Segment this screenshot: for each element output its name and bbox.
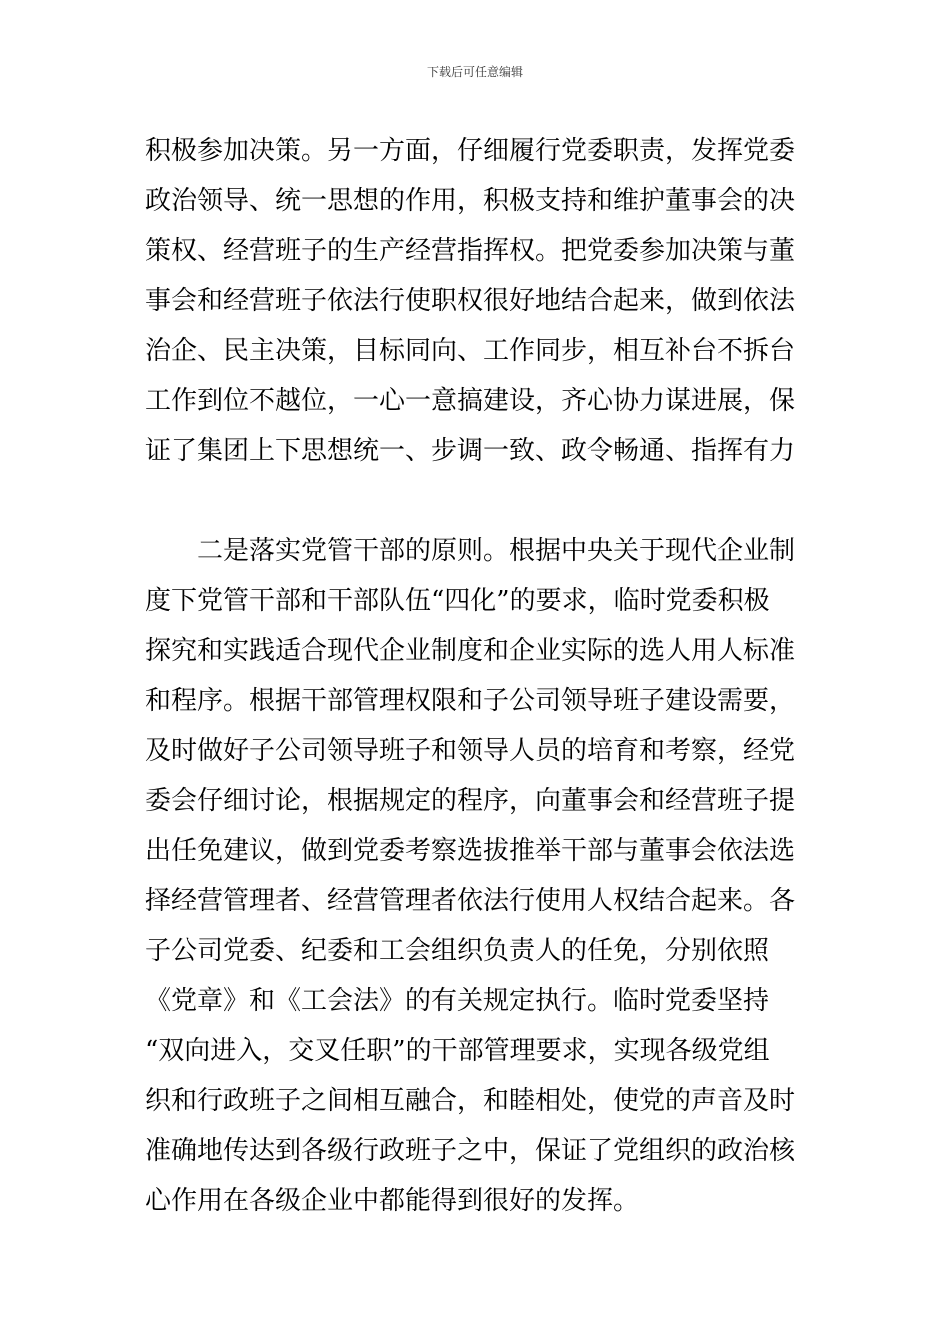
text-line: 子公司党委、纪委和工会组织负责人的任免，分别依照 <box>145 936 770 966</box>
text-line: 度下党管干部和干部队伍“四化”的要求，临时党委积极 <box>145 586 770 616</box>
text-line: 探究和实践适合现代企业制度和企业实际的选人用人标准 <box>145 636 796 666</box>
text-line: 准确地传达到各级行政班子之中，保证了党组织的政治核 <box>145 1136 796 1166</box>
paragraph-2 <box>145 526 815 1226</box>
text-line: 和程序。根据干部管理权限和子公司领导班子建设需要， <box>145 686 796 716</box>
text-line: 治企、民主决策，目标同向、工作同步，相互补台不拆台 <box>145 336 796 366</box>
text-line: 织和行政班子之间相互融合，和睦相处，使党的声音及时 <box>145 1086 796 1116</box>
text-line: 证了集团上下思想统一、步调一致、政令畅通、指挥有力 <box>145 436 796 466</box>
text-line: “双向进入，交叉任职”的干部管理要求，实现各级党组 <box>145 1036 770 1066</box>
text-line: 工作到位不越位，一心一意搞建设，齐心协力谋进展，保 <box>145 386 796 416</box>
text-line: 择经营管理者、经营管理者依法行使用人权结合起来。各 <box>145 886 796 916</box>
text-line: 策权、经营班子的生产经营指挥权。把党委参加决策与董 <box>145 236 796 266</box>
text-line: 政治领导、统一思想的作用，积极支持和维护董事会的决 <box>145 186 796 216</box>
text-line: 及时做好子公司领导班子和领导人员的培育和考察，经党 <box>145 736 796 766</box>
text-line: 委会仔细讨论，根据规定的程序，向董事会和经营班子提 <box>145 786 796 816</box>
paragraph-1 <box>145 126 815 476</box>
text-line: 《党章》和《工会法》的有关规定执行。临时党委坚持 <box>145 986 770 1016</box>
text-line: 二是落实党管干部的原则。根据中央关于现代企业制 <box>145 536 796 566</box>
text-line: 积极参加决策。另一方面，仔细履行党委职责，发挥党委 <box>145 136 796 166</box>
text-line: 心作用在各级企业中都能得到很好的发挥。 <box>145 1186 640 1216</box>
text-line: 事会和经营班子依法行使职权很好地结合起来，做到依法 <box>145 286 796 316</box>
page-header: 下载后可任意编辑 <box>426 65 523 79</box>
text-line: 出任免建议，做到党委考察选拔推举干部与董事会依法选 <box>145 836 796 866</box>
